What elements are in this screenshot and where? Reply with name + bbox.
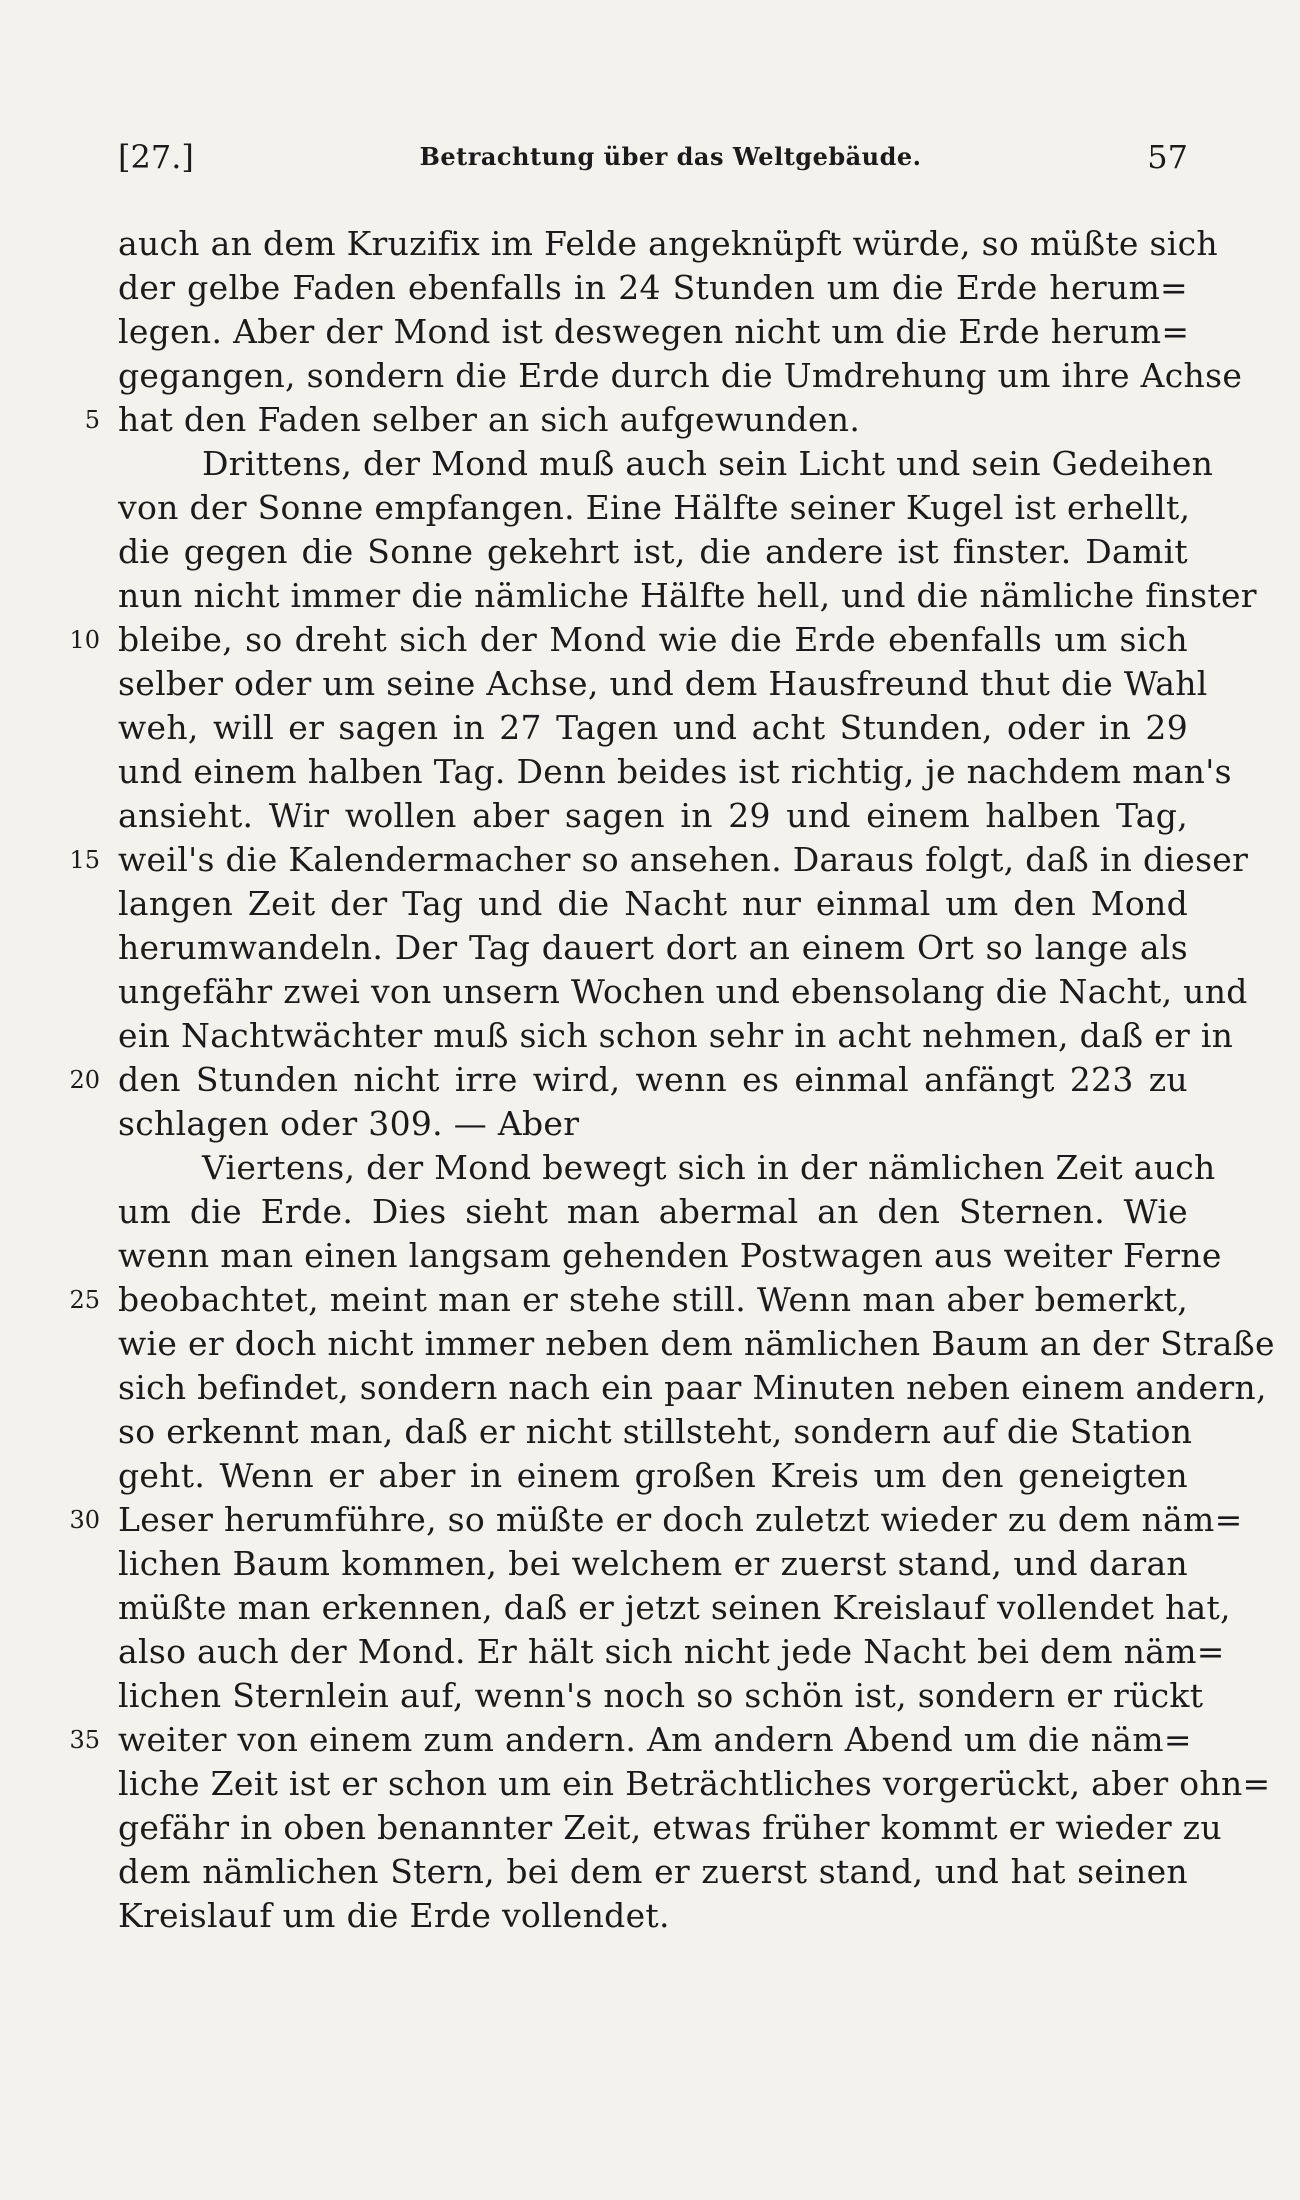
text-line (118, 1542, 1188, 1586)
line-text: der gelbe Faden ebenfalls in 24 Stunden um die Erde herum= (118, 268, 1188, 307)
line-text: auch an dem Kruzifix im Felde angeknüpft würde, so müßte sich (118, 224, 1218, 263)
line-text: gegangen, sondern die Erde durch die Umdrehung um ihre Achse (118, 356, 1243, 395)
text-line (118, 1762, 1271, 1806)
text-line (118, 530, 1188, 574)
line-number: 5 (84, 406, 100, 434)
line-text: nun nicht immer die nämliche Hälfte hell, und die nämliche finster (118, 576, 1257, 615)
line-text: wenn man einen langsam gehenden Postwagen aus weiter Ferne (118, 1236, 1222, 1275)
line-text: die gegen die Sonne gekehrt ist, die andere ist finster. Damit (118, 532, 1188, 571)
line-text: herumwandeln. Der Tag dauert dort an einem Ort so lange als (118, 928, 1188, 967)
text-line (118, 1322, 1275, 1366)
text-line (118, 1014, 1234, 1058)
line-text: sich befindet, sondern nach ein paar Minuten neben einem andern, (118, 1368, 1267, 1407)
line-text: also auch der Mond. Er hält sich nicht jede Nacht bei dem näm= (118, 1632, 1225, 1671)
text-line (69, 1278, 1188, 1322)
text-line (118, 574, 1257, 618)
line-text: von der Sonne empfangen. Eine Hälfte seiner Kugel ist erhellt, (118, 488, 1191, 527)
text-line (118, 706, 1188, 750)
text-line (69, 618, 1188, 662)
line-text: hat den Faden selber an sich aufgewunden. (118, 400, 861, 439)
section-number: [27.] (118, 138, 194, 176)
text-line (118, 970, 1248, 1014)
text-line (118, 1410, 1193, 1454)
line-number: 10 (69, 626, 100, 654)
line-text: so erkennt man, daß er nicht stillsteht, sondern auf die Station (118, 1412, 1193, 1451)
text-line (118, 662, 1208, 706)
line-text: ungefähr zwei von unsern Wochen und ebensolang die Nacht, und (118, 972, 1248, 1011)
line-text: gefähr in oben benannter Zeit, etwas früher kommt er wieder zu (118, 1808, 1222, 1847)
line-text: dem nämlichen Stern, bei dem er zuerst stand, und hat seinen (118, 1852, 1188, 1891)
line-text: legen. Aber der Mond ist deswegen nicht um die Erde herum= (118, 312, 1190, 351)
line-text: Kreislauf um die Erde vollendet. (118, 1896, 670, 1935)
line-text: geht. Wenn er aber in einem großen Kreis um den geneigten (118, 1456, 1188, 1495)
running-title: Betrachtung über das Weltgebäude. (419, 142, 922, 171)
line-text: weil's die Kalendermacher so ansehen. Daraus folgt, daß in dieser (118, 840, 1249, 879)
text-line (118, 1234, 1222, 1278)
line-text: um die Erde. Dies sieht man abermal an den Sternen. Wie (118, 1192, 1188, 1231)
text-line (118, 1366, 1267, 1410)
text-line (118, 1850, 1188, 1894)
text-line (69, 1498, 1243, 1542)
text-line (84, 398, 1188, 442)
text-line (118, 266, 1188, 310)
text-line (69, 1718, 1192, 1762)
line-text: den Stunden nicht irre wird, wenn es einmal anfängt 223 zu (118, 1060, 1188, 1099)
line-text: Leser herumführe, so müßte er doch zuletzt wieder zu dem näm= (118, 1500, 1243, 1539)
line-text: schlagen oder 309. — Aber (118, 1104, 580, 1143)
line-text: liche Zeit ist er schon um ein Beträchtliches vorgerückt, aber ohn= (118, 1764, 1271, 1803)
text-line (118, 794, 1188, 838)
line-text: weh, will er sagen in 27 Tagen und acht Stunden, oder in 29 (118, 708, 1188, 747)
page-header (118, 132, 1188, 182)
line-number: 30 (69, 1506, 100, 1534)
text-line (118, 1806, 1222, 1850)
body-text (69, 222, 1275, 1938)
text-line (118, 1146, 1216, 1190)
line-text: Viertens, der Mond bewegt sich in der nämlichen Zeit auch (202, 1148, 1216, 1187)
line-text: und einem halben Tag. Denn beides ist richtig, je nachdem man's (118, 752, 1232, 791)
text-line (118, 750, 1232, 794)
text-line (118, 1586, 1231, 1630)
line-number: 15 (69, 846, 100, 874)
line-text: ansieht. Wir wollen aber sagen in 29 und einem halben Tag, (118, 796, 1188, 835)
line-number: 25 (69, 1286, 100, 1314)
text-line (118, 1190, 1188, 1234)
line-number: 20 (69, 1066, 100, 1094)
text-line (69, 1058, 1188, 1102)
text-line (118, 354, 1243, 398)
text-line (118, 882, 1188, 926)
text-line (118, 1630, 1225, 1674)
line-number: 35 (69, 1726, 100, 1754)
line-text: lichen Sternlein auf, wenn's noch so schön ist, sondern er rückt (118, 1676, 1204, 1715)
text-line (118, 486, 1191, 530)
text-line (118, 310, 1188, 354)
text-line (118, 1454, 1188, 1498)
text-line (118, 442, 1214, 486)
text-line (69, 838, 1249, 882)
text-line (118, 926, 1188, 970)
text-line (118, 1102, 1188, 1146)
line-text: bleibe, so dreht sich der Mond wie die Erde ebenfalls um sich (118, 620, 1188, 659)
text-line (118, 1894, 1188, 1938)
line-text: wie er doch nicht immer neben dem nämlichen Baum an der Straße (118, 1324, 1275, 1363)
line-text: selber oder um seine Achse, und dem Hausfreund thut die Wahl (118, 664, 1208, 703)
line-text: beobachtet, meint man er stehe still. Wenn man aber bemerkt, (118, 1280, 1188, 1319)
text-line (118, 1674, 1204, 1718)
line-text: weiter von einem zum andern. Am andern Abend um die näm= (118, 1720, 1192, 1759)
text-line (118, 222, 1218, 266)
line-text: ein Nachtwächter muß sich schon sehr in acht nehmen, daß er in (118, 1016, 1234, 1055)
line-text: müßte man erkennen, daß er jetzt seinen Kreislauf vollendet hat, (118, 1588, 1231, 1627)
line-text: lichen Baum kommen, bei welchem er zuerst stand, und daran (118, 1544, 1188, 1583)
line-text: langen Zeit der Tag und die Nacht nur einmal um den Mond (118, 884, 1188, 923)
line-text: Drittens, der Mond muß auch sein Licht und sein Gedeihen (202, 444, 1214, 483)
page-number: 57 (1147, 138, 1188, 176)
